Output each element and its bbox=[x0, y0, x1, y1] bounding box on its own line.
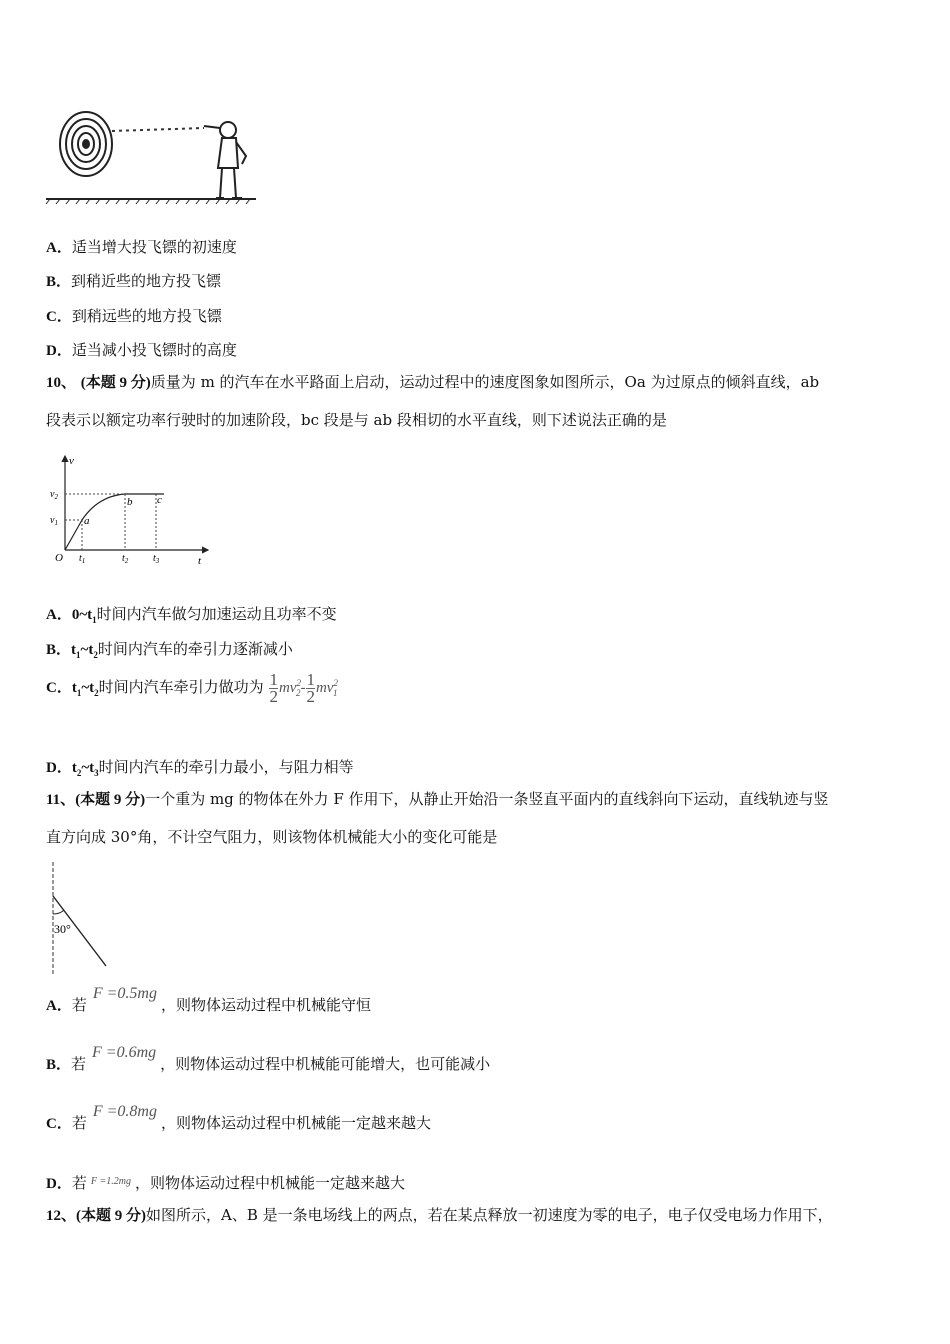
angle-arc bbox=[53, 910, 64, 914]
incline-angle-figure bbox=[46, 860, 112, 978]
q11-option-d: D．若 $^{F =1.2mg}$ ，则物体运动过程中机械能一定越来越大 bbox=[46, 1174, 405, 1192]
v-axis-label: v bbox=[69, 455, 74, 467]
q11-option-b: B．若F =0.6mg，则物体运动过程中机械能可能增大，也可能减小 bbox=[46, 1044, 491, 1073]
q9-option-d: D．适当减小投飞镖时的高度 bbox=[46, 341, 237, 359]
q10-stem-line1: 10、 (本题 9 分)质量为 m 的汽车在水平路面上启动，运动过程中的速度图象如图所示，Oa 为过原点的倾斜直线，ab bbox=[46, 373, 820, 391]
oa-segment bbox=[65, 520, 82, 550]
t-axis-label: t bbox=[198, 555, 202, 567]
t3-label: $t_3$ bbox=[153, 553, 160, 565]
person-icon bbox=[204, 122, 246, 198]
q11-stem-line1: 11、(本题 9 分)一个重为 mg 的物体在外力 F 作用下，从静止开始沿一条竖直平面内的直线斜向下运动，直线轨迹与竖 bbox=[46, 790, 829, 808]
t1-label: $t_1$ bbox=[79, 553, 86, 565]
t2-label: $t_2$ bbox=[122, 553, 129, 565]
q10-option-b: B．$t_1\sim t_2$时间内汽车的牵引力逐渐减小 bbox=[46, 640, 293, 660]
q12-stem: 12、(本题 9 分)如图所示，A、B 是一条电场线上的两点，若在某点释放一初速度为零的电子，电子仅受电场力作用下， bbox=[46, 1206, 833, 1224]
point-a-label: a bbox=[84, 515, 90, 527]
formula-c: F =0.8mg bbox=[92, 1103, 157, 1120]
q10-option-d: D．$t_2\sim t_3$时间内汽车的牵引力最小，与阻力相等 bbox=[46, 758, 354, 778]
q11-option-c: C．若F =0.8mg，则物体运动过程中机械能一定越来越大 bbox=[46, 1103, 431, 1132]
work-formula: $\frac{1}{2}$ $mv^2_2-$ $\frac{1}{2}$ $mv^2_1$ bbox=[269, 670, 338, 706]
q10-stem-line2: 段表示以额定功率行驶时的加速阶段，bc 段是与 ab 段相切的水平直线，则下述说法正确的是 bbox=[46, 411, 667, 429]
formula-b: F =0.6mg bbox=[92, 1044, 157, 1061]
q9-option-b: B．到稍近些的地方投飞镖 bbox=[46, 272, 222, 290]
q9-option-a: A．适当增大投飞镖的初速度 bbox=[46, 238, 237, 256]
v1-label: $v_1$ bbox=[50, 515, 58, 527]
point-b-label: b bbox=[127, 496, 133, 508]
v2-label: $v_2$ bbox=[50, 489, 58, 501]
q10-option-a: A．$0\sim t_1$时间内汽车做匀加速运动且功率不变 bbox=[46, 605, 337, 625]
formula-a: F =0.5mg bbox=[92, 985, 157, 1002]
q11-stem-line2: 直方向成 30°角，不计空气阻力，则该物体机械能大小的变化可能是 bbox=[46, 828, 498, 846]
formula-d: F =1.2mg bbox=[90, 1176, 131, 1187]
dart-figure bbox=[44, 98, 259, 206]
velocity-time-graph bbox=[46, 450, 216, 570]
q11-option-a: A．若F =0.5mg，则物体运动过程中机械能守恒 bbox=[46, 985, 371, 1014]
angle-label: 30° bbox=[54, 922, 71, 936]
q9-option-c: C．到稍远些的地方投飞镖 bbox=[46, 307, 222, 325]
origin-label: O bbox=[55, 552, 63, 564]
q10-option-c: C．$t_1\sim t_2$时间内汽车牵引力做功为 $\frac{1}{2}$ $mv^2_2-$ $\frac{1}{2}$ $mv^2_1$ bbox=[46, 670, 338, 706]
point-c-label: c bbox=[157, 494, 162, 506]
target-icon bbox=[60, 112, 112, 176]
dart-trajectory bbox=[112, 128, 204, 131]
